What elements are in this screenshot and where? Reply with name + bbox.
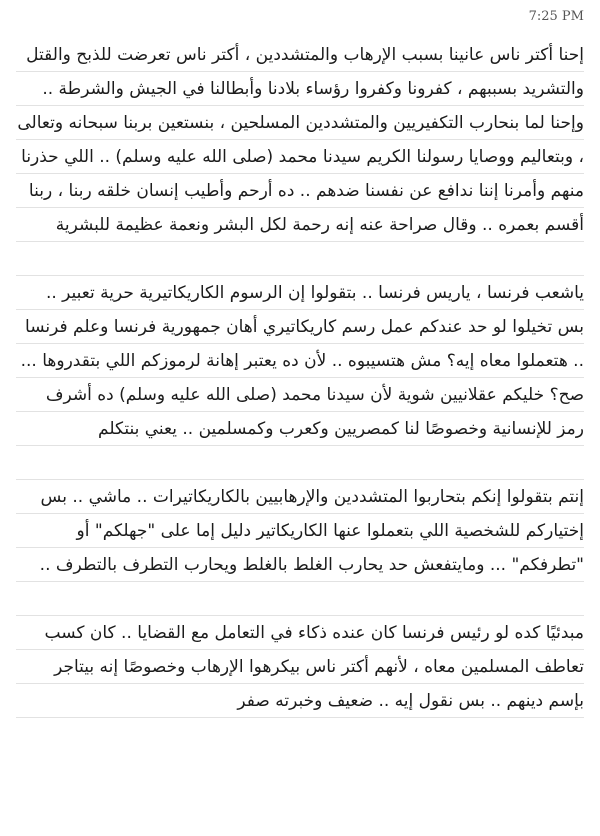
paragraph-break — [16, 446, 584, 480]
note-paragraph-1: إحنا أكتر ناس عانينا بسبب الإرهاب والمتشددين ، أكتر ناس تعرضت للذبح والقتل والتشريد بسببهم ، كفرونا وكفروا رؤساء بلادنا وأبطالنا في الجيش والشرطة .. وإحنا لما بنحارب التكفيريين والمتشددين المسلحين ، بنستعين بربنا سبحانه وتعالى ، وبتعاليم ووصايا رسولنا الكريم سيدنا محمد (صلى الله عليه وسلم) .. اللي حذرنا منهم وأمرنا إننا ندافع عن نفسنا ضدهم .. ده أرحم وأطيب إنسان خلقه ربنا ، ربنا أقسم بعمره .. وقال صراحة عنه إنه رحمة لكل البشر ونعمة عظيمة للبشرية — [16, 38, 584, 242]
note-paragraph-4: مبدئيًا كده لو رئيس فرنسا كان عنده ذكاء في التعامل مع القضايا .. كان كسب تعاطف المسلمين معاه ، لأنهم أكتر ناس بيكرهوا الإرهاب وخصوصًا إنه بيتاجر بإسم دينهم .. بس نقول إيه .. ضعيف وخبرته صفر — [16, 616, 584, 718]
paragraph-break — [16, 242, 584, 276]
note-paragraph-3: إنتم بتقولوا إنكم بتحاربوا المتشددين والإرهابيين بالكاريكاتيرات .. ماشي .. بس إختياركم للشخصية اللي بتعملوا عنها الكاريكاتير دليل إما على "جهلكم" أو "تطرفكم" ... ومايتفعش حد يحارب الغلط بالغلط ويحارب التطرف بالتطرف .. — [16, 480, 584, 582]
note-paragraph-2: ياشعب فرنسا ، ياريس فرنسا .. بتقولوا إن الرسوم الكاريكاتيرية حرية تعبير .. بس تخيلوا لو حد عندكم عمل رسم كاريكاتيري أهان جمهورية فرنسا وعلم فرنسا .. هتعملوا معاه إيه؟ مش هتسيبوه .. لأن ده يعتبر إهانة لرموزكم اللي بتقدروها ... صح؟ خليكم عقلانيين شوية لأن سيدنا محمد (صلى الله عليه وسلم) ده أشرف رمز للإنسانية وخصوصًا لنا كمصريين وكعرب وكمسلمين .. يعني بنتكلم — [16, 276, 584, 446]
paragraph-break — [16, 582, 584, 616]
note-body[interactable] — [16, 38, 584, 718]
status-bar-time: 7:25 PM — [528, 9, 584, 24]
